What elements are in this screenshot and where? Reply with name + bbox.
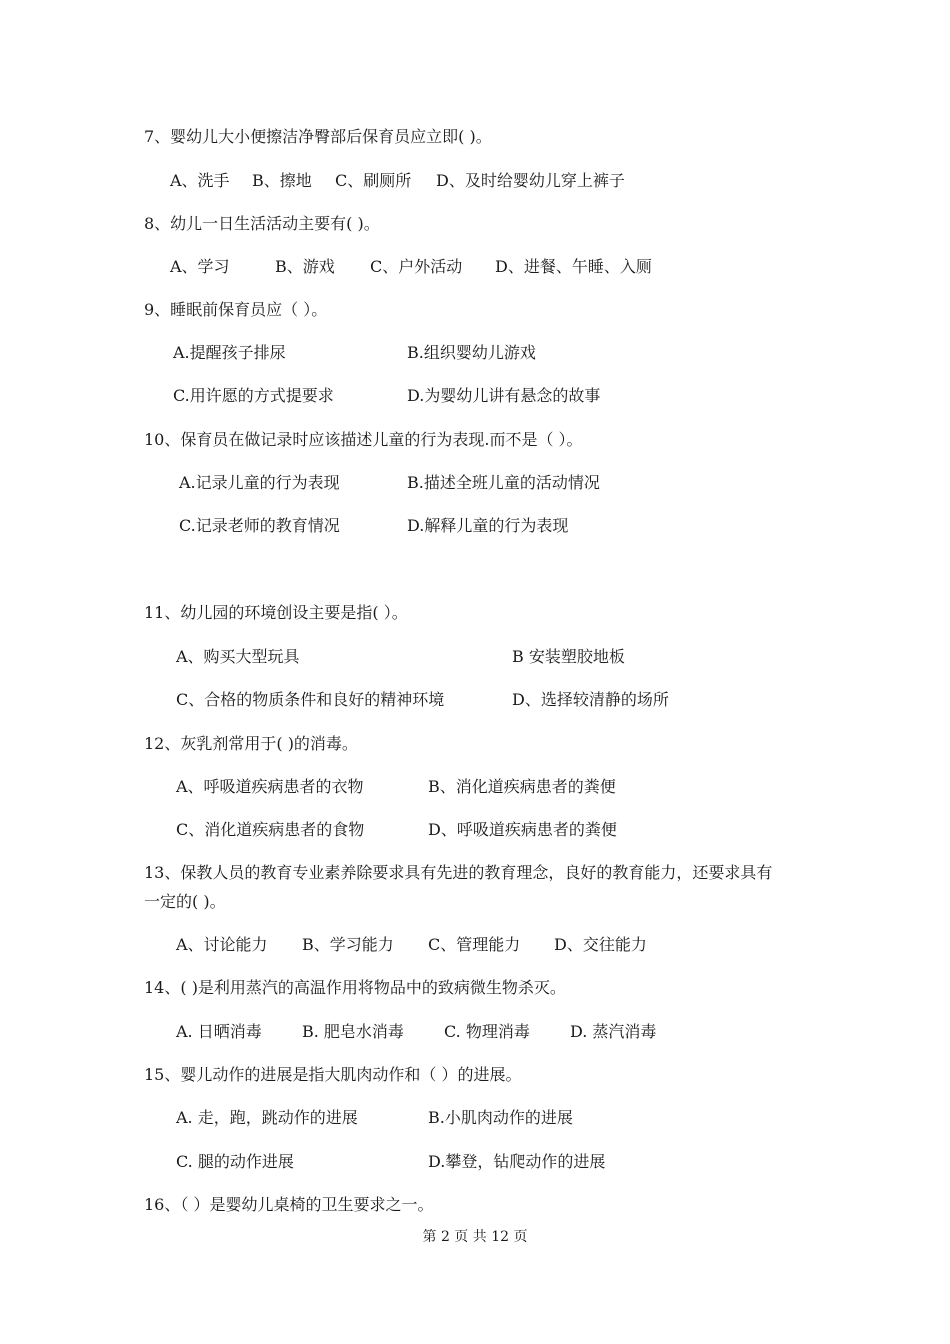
question-7-stem: 7、婴幼儿大小便擦洁净臀部后保育员应立即( )。 — [144, 127, 492, 146]
page-footer: 第 2 页 共 12 页 — [422, 1229, 528, 1245]
q15-option-d: D.攀登，钻爬动作的进展 — [428, 1152, 606, 1171]
q13-option-a: A、讨论能力 — [176, 935, 268, 954]
q13-option-b: B、学习能力 — [302, 935, 394, 954]
q12-option-d: D、呼吸道疾病患者的粪便 — [428, 820, 617, 839]
question-16-stem: 16、（ ）是婴幼儿桌椅的卫生要求之一。 — [144, 1195, 434, 1214]
q8-option-b: B、游戏 — [275, 257, 335, 276]
q15-option-c: C. 腿的动作进展 — [176, 1152, 294, 1171]
q7-option-c: C、刷厕所 — [335, 171, 412, 190]
q9-option-b: B.组织婴幼儿游戏 — [407, 343, 536, 362]
q14-option-c: C. 物理消毒 — [444, 1022, 530, 1041]
question-13-stem-continued: 一定的( )。 — [144, 892, 226, 911]
q7-option-d: D、及时给婴幼儿穿上裤子 — [436, 171, 625, 190]
q7-option-a: A、洗手 — [170, 171, 230, 190]
q12-option-b: B、消化道疾病患者的粪便 — [428, 777, 616, 796]
question-13-stem: 13、保教人员的教育专业素养除要求具有先进的教育理念，良好的教育能力，还要求具有 — [144, 863, 773, 882]
q13-option-d: D、交往能力 — [554, 935, 647, 954]
q15-option-a: A. 走，跑，跳动作的进展 — [176, 1108, 358, 1127]
q11-option-d: D、选择较清静的场所 — [512, 690, 669, 709]
question-11-stem: 11、幼儿园的环境创设主要是指( ）。 — [144, 603, 408, 622]
q10-option-d: D.解释儿童的行为表现 — [407, 516, 569, 535]
q11-option-a: A、购买大型玩具 — [176, 647, 300, 666]
question-15-stem: 15、婴儿动作的进展是指大肌肉动作和（ ）的进展。 — [144, 1065, 522, 1084]
q12-option-c: C、消化道疾病患者的食物 — [176, 820, 365, 839]
question-14-stem: 14、( )是利用蒸汽的高温作用将物品中的致病微生物杀灭。 — [144, 978, 566, 997]
question-9-stem: 9、睡眠前保育员应（ ）。 — [144, 300, 328, 319]
q12-option-a: A、呼吸道疾病患者的衣物 — [176, 777, 364, 796]
q13-option-c: C、管理能力 — [428, 935, 521, 954]
q14-option-b: B. 肥皂水消毒 — [302, 1022, 404, 1041]
q11-option-b: B 安装塑胶地板 — [512, 647, 625, 666]
q9-option-c: C.用许愿的方式提要求 — [173, 386, 334, 405]
q10-option-c: C.记录老师的教育情况 — [179, 516, 340, 535]
q7-option-b: B、擦地 — [252, 171, 312, 190]
q8-option-a: A、学习 — [170, 257, 230, 276]
question-8-stem: 8、幼儿一日生活活动主要有( )。 — [144, 214, 380, 233]
q11-option-c: C、合格的物质条件和良好的精神环境 — [176, 690, 445, 709]
q14-option-a: A. 日晒消毒 — [176, 1022, 262, 1041]
q10-option-b: B.描述全班儿童的活动情况 — [407, 473, 600, 492]
q15-option-b: B.小肌肉动作的进展 — [428, 1108, 573, 1127]
q8-option-c: C、户外活动 — [370, 257, 463, 276]
q14-option-d: D. 蒸汽消毒 — [570, 1022, 657, 1041]
question-10-stem: 10、保育员在做记录时应该描述儿童的行为表现.而不是（ ）。 — [144, 430, 583, 449]
q8-option-d: D、进餐、午睡、入厕 — [495, 257, 652, 276]
q9-option-d: D.为婴幼儿讲有悬念的故事 — [407, 386, 601, 405]
q9-option-a: A.提醒孩子排尿 — [173, 343, 286, 362]
q10-option-a: A.记录儿童的行为表现 — [179, 473, 340, 492]
question-12-stem: 12、灰乳剂常用于( )的消毒。 — [144, 734, 358, 753]
